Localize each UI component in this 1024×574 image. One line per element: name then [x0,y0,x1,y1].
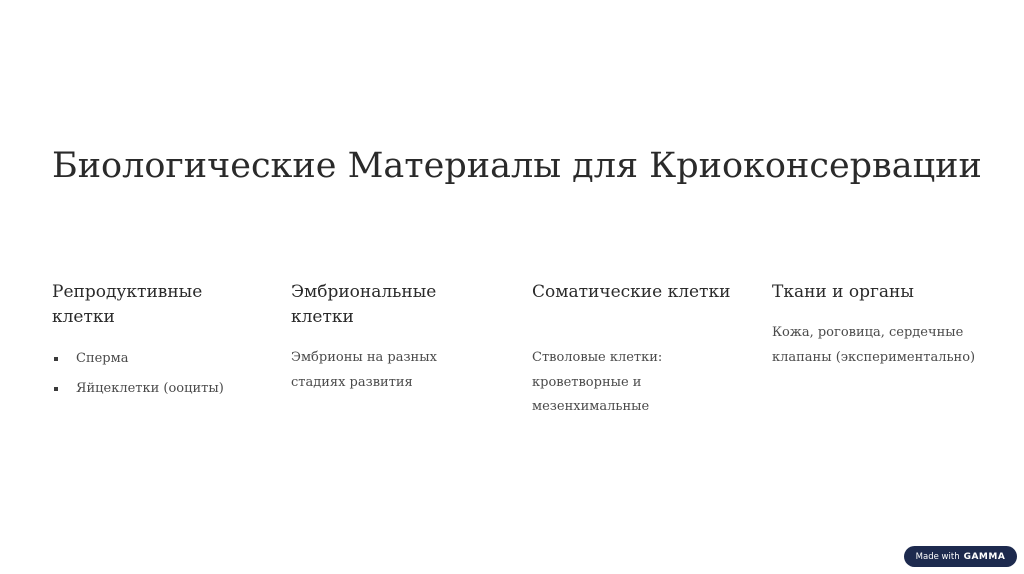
column-embryonic-cells [291,280,491,408]
bullet-marker [54,387,58,391]
column-text: Эмбрионы на разных стадиях развития [291,350,437,390]
badge-made-with-text: Made with [915,551,960,562]
list-item-text: Яйцеклетки (ооциты) [76,381,224,396]
column-text: Стволовые клетки: кроветворные и мезенхимальные [532,350,663,414]
column-somatic-cells [532,280,732,433]
bullet-list [52,344,252,404]
gamma-logo: GAMMA [963,551,1006,562]
content-columns [52,280,1012,440]
list-item-text: Сперма [76,351,129,366]
list-item [52,374,252,404]
column-heading: Соматические клетки [532,282,731,302]
column-heading: Репродуктивные клетки [52,282,203,327]
column-reproductive-cells [52,280,252,404]
list-item [52,344,252,374]
column-heading: Эмбриональные клетки [291,282,437,327]
made-with-gamma-badge[interactable] [904,546,1017,567]
bullet-marker [54,357,58,361]
column-text: Кожа, роговица, сердечные клапаны (экспериментально) [772,325,976,365]
slide-title: Биологические Материалы для Криоконсервации [52,146,982,186]
column-tissues-organs [772,280,982,383]
column-heading: Ткани и органы [772,282,914,302]
